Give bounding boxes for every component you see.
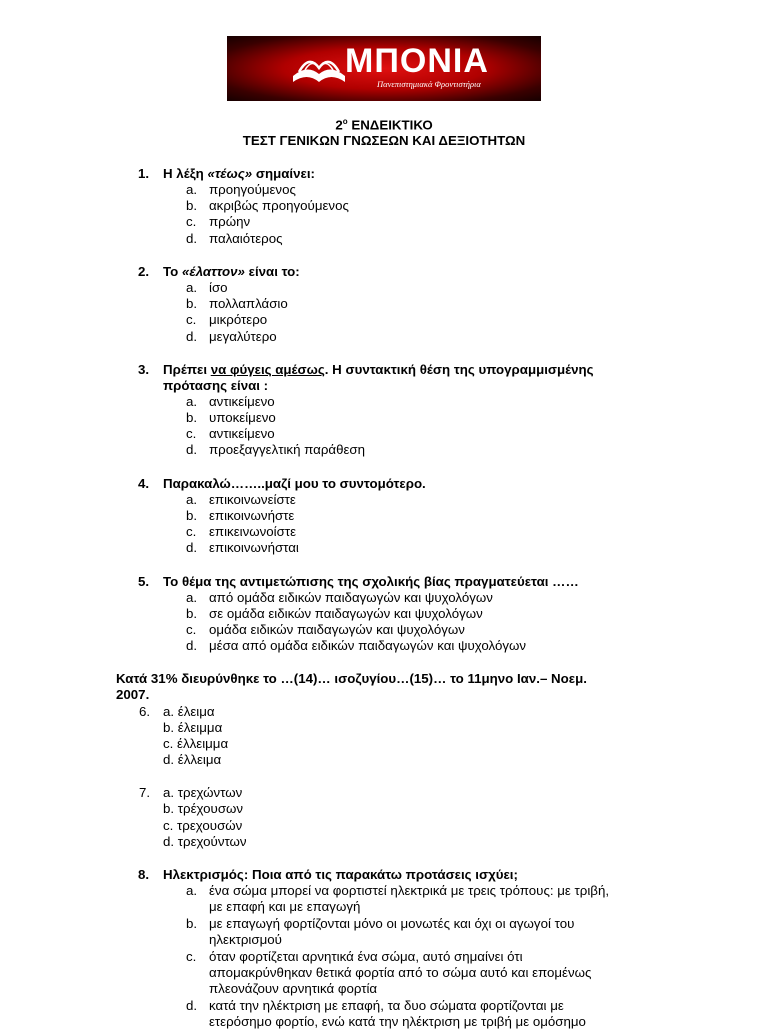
q7-option-a: a. τρεχώντων	[163, 785, 243, 800]
q6-option-b: b. έλειμμα	[163, 720, 223, 735]
q7-option-d: d. τρεχούντων	[163, 834, 247, 849]
brand-name: ΜΠΟΝΙΑ	[345, 42, 489, 80]
q7-option-c: c. τρεχουσών	[163, 818, 243, 833]
brand-tagline: Πανεπιστημιακά Φροντιστήρια	[377, 79, 481, 89]
q6-number: 6.	[139, 704, 151, 719]
passage-line-2: 2007.	[116, 687, 150, 702]
q6-option-c: c. έλλειμμα	[163, 736, 229, 751]
test-number-heading: $2^o$ ΕΝΔΕΙΚΤΙΚΟ	[335, 117, 433, 133]
q7-number: 7.	[139, 785, 151, 800]
open-book-icon	[289, 46, 349, 88]
passage-line-1: Κατά 31% διευρύνθηκε το …(14)… ισοζυγίου…(15)… το 11μηνο Ιαν.– Νοεμ.	[116, 671, 587, 686]
q6-option-a: a. έλειμα	[163, 704, 215, 719]
brand-logo	[227, 36, 541, 101]
q7-option-b: b. τρέχουσων	[163, 801, 244, 816]
q6-option-d: d. έλλειμα	[163, 752, 222, 767]
test-title: ΤΕΣΤ ΓΕΝΙΚΩΝ ΓΝΩΣΕΩΝ ΚΑΙ ΔΕΞΙΟΤΗΤΩΝ	[242, 133, 526, 148]
